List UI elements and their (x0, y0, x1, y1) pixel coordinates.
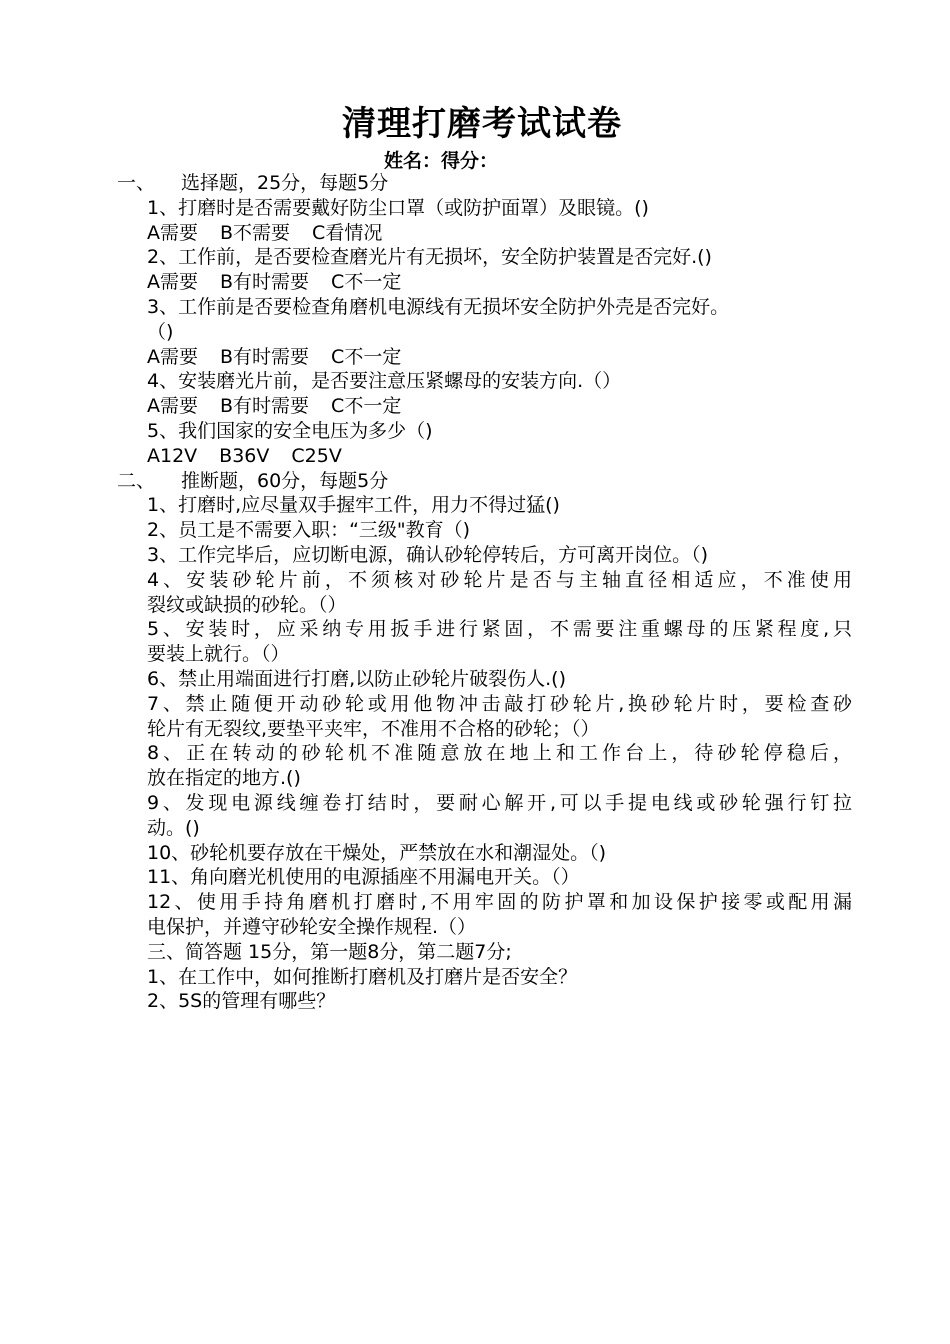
judgment-7-line-1: 7、禁止随便开动砂轮或用他物冲击敲打砂轮片,换砂轮片时，要检查砂 (147, 692, 852, 715)
judgment-5-line-2: 要装上就行。（） (147, 643, 290, 666)
section-label: 推断题，60分，每题5分 (181, 469, 389, 492)
option-c: C不一定 (331, 395, 402, 418)
section-heading-1 (0, 171, 950, 196)
question-3-continued: （) (147, 320, 174, 343)
option-c: C25V (291, 444, 342, 467)
option-b: B不需要 (220, 221, 291, 244)
judgment-6: 6、禁止用端面进行打磨,以防止砂轮片破裂伤人.() (147, 667, 566, 690)
judgment-9-line-1: 9、发现电源线缠卷打结时，要耐心解开,可以手提电线或砂轮强行钉拉 (147, 791, 852, 814)
judgment-7-line-2: 轮片有无裂纹,要垫平夹牢，不准用不合格的砂轮；（） (147, 717, 600, 740)
judgment-2: 2、员工是不需要入职：“三级"教育（) (147, 519, 471, 542)
judgment-5-line-1: 5、安装时，应采纳专用扳手进行紧固，不需要注重螺母的压紧程度,只 (147, 618, 852, 641)
section-number: 一、 (117, 172, 156, 194)
question-1: 1、打磨时是否需要戴好防尘口罩（或防护面罩）及眼镜。() (147, 196, 649, 219)
option-a: A需要 (147, 221, 198, 244)
option-c: C不一定 (331, 345, 402, 368)
exam-body (0, 171, 950, 1014)
section-label: 选择题，25分，每题5分 (181, 172, 389, 194)
short-answer-1: 1、在工作中，如何推断打磨机及打磨片是否安全？ (147, 965, 578, 988)
judgment-5 (0, 617, 852, 667)
judgment-4 (0, 568, 852, 618)
judgment-8 (0, 741, 852, 791)
option-a: A需要 (147, 345, 198, 368)
question-4-options (0, 394, 950, 419)
option-b: B有时需要 (220, 345, 310, 368)
judgment-4-line-1: 4、安装砂轮片前，不须核对砂轮片是否与主轴直径相适应，不准使用 (147, 568, 852, 591)
section-heading-2 (0, 469, 950, 494)
judgment-1: 1、打磨时,应尽量双手握牢工件，用力不得过猛() (147, 494, 560, 517)
section-heading-3: 三、简答题 15分，第一题8分，第二题7分; (147, 940, 512, 963)
judgment-10: 10、砂轮机要存放在干燥处，严禁放在水和潮湿处。（) (147, 841, 607, 864)
option-b: B36V (219, 444, 270, 467)
option-b: B有时需要 (220, 271, 310, 294)
judgment-9 (0, 791, 852, 841)
option-a: A需要 (147, 271, 198, 294)
section-number: 二、 (117, 469, 156, 492)
option-c: C不一定 (331, 271, 402, 294)
option-b: B有时需要 (220, 395, 310, 418)
judgment-12-line-1: 12、使用手持角磨机打磨时,不用牢固的防护罩和加设保护接零或配用漏 (147, 891, 852, 914)
question-1-options (0, 221, 950, 246)
judgment-8-line-1: 8、正在转动的砂轮机不准随意放在地上和工作台上，待砂轮停稳后， (147, 742, 852, 765)
judgment-12-line-2: 电保护，并遵守砂轮安全操作规程.（） (147, 915, 477, 938)
exam-title: 清理打磨考试试卷 (342, 104, 622, 144)
question-2-options (0, 270, 950, 295)
question-5-options (0, 444, 950, 469)
option-a: A12V (147, 444, 198, 467)
short-answer-2: 2、5S的管理有哪些？ (147, 990, 336, 1013)
name-score-line: 姓名：得分： (383, 150, 498, 172)
option-c: C看情况 (312, 221, 383, 244)
question-5: 5、我们国家的安全电压为多少（) (147, 419, 433, 442)
question-3-options (0, 345, 950, 370)
judgment-11: 11、角向磨光机使用的电源插座不用漏电开关。（） (147, 866, 580, 889)
question-3: 3、工作前是否要检查角磨机电源线有无损坏安全防护外壳是否完好。 (147, 295, 730, 318)
question-2: 2、工作前，是否要检查磨光片有无损坏，安全防护装置是否完好.() (147, 246, 712, 269)
judgment-3: 3、工作完毕后，应切断电源，确认砂轮停转后，方可离开岗位。（) (147, 543, 709, 566)
judgment-8-line-2: 放在指定的地方.() (147, 767, 301, 790)
judgment-7 (0, 692, 852, 742)
option-a: A需要 (147, 395, 198, 418)
judgment-4-line-2: 裂纹或缺损的砂轮。（） (147, 593, 347, 616)
judgment-9-line-2: 动。() (147, 816, 200, 839)
question-4: 4、安装磨光片前，是否要注意压紧螺母的安装方向.（） (147, 370, 622, 393)
judgment-12 (0, 890, 852, 940)
